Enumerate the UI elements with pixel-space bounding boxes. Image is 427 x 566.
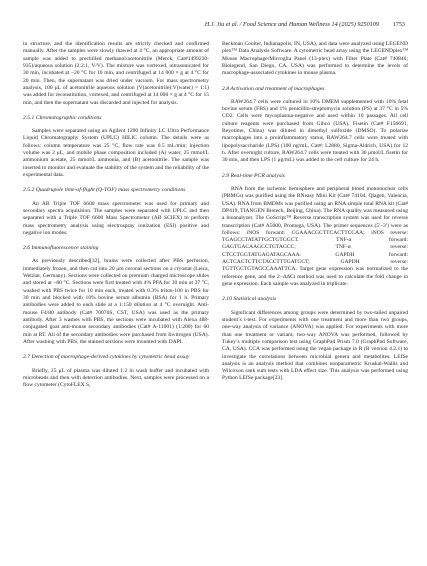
section-heading-2-9: 2.9 Real-time PCR analysis [222, 172, 285, 179]
paragraph-qtof: An AB Triple TOF 6600 mass spectrometer was used for primary and secondary spectra acquisition. The samples were separated with UPLC and then separated with a Triple TOF 6600 Mass Spectrometer (AB SCIEX) to perform mass spectrometry analysis using electrospray ionization (ESI) positive and negative ion modes. [23, 200, 209, 236]
section-heading-2-8: 2.8 Activation and treatment of macrophages [222, 85, 325, 92]
left-column [23, 41, 209, 389]
paragraph-cytometric: Briefly, 25 μL of plasma was diluted 1:2 in wash buffer and incubated with microbeads and then with detection antibodies. Next, samples were processed on a flow cytometer (CytoFLEX S, [23, 367, 209, 389]
journal-citation: H.J. Jiu et al. / Food Science and Human Wellness 14 (2025) 9250109 [204, 21, 379, 28]
paragraph-continued: in structure, and the identification results are strictly checked and confirmed manually. After the samples were slowly thawed at 4 °C, an appropriate amount of sample was added to prechilled methanol/acetonitrile (Merck, Cat#1499230-935)/aqueous solution (2:2:1, V/V). The mixture was vortexed, ultrasonicated for 30 min, incubated at −20 °C for 10 min, and centrifuged at 14 000 × g at 4 °C for 20 min. Then, the supernatant was dried under vacuum. For mass spectrometry analysis, 100 μL of acetonitrile aqueous solution (V(acetonitrile):V(water) = 1:1) was added for reconstitution, vortexed, and centrifuged at 14 000 × g at 4 °C for 15 min, and then the supernatant was discarded and injected for analysis. [23, 41, 209, 106]
section-heading-2-5-2: 2.5.2 Quadrupole time-of-flight (Q-TOF) mass spectrometry conditions [23, 187, 186, 194]
page-header [22, 21, 405, 33]
section-heading-2-5-1: 2.5.1 Chromatographic conditions [23, 114, 102, 121]
paragraph-macrophages: RAW264.7 cells were cultured in 10% DMEM supplemented with 10% fetal bovine serum (FBS) and 1% penicillin-streptomycin solution (PS) at 37 °C in 5% CO2. Cells were mycoplasma-negative and used within 10 passages. All cell culture reagents were purchased from Gibco (USA). Fisetin (Cat# F156691, Beyotime, China) was diluted in dimethyl sulfoxide (DMSO). To polarize macrophages into a proinflammatory status, RAW264.7 cells were treated with lipopolysaccharide (LPS) (100 ng/mL, Cat#: L2880, Sigma-Aldrich, USA) for 12 h. After overnight culture, RAW264.7 cells were treated with 30 μmol/L fisetin for 30 min, and then LPS (1 μg/mL) was added to the cell culture for 24 h. [222, 98, 408, 164]
paragraph-chromatographic: Samples were separated using an Agilent 1290 Infinity LC Ultra Performance Liquid Chromatography System (UPLC) HILIC column. The details were as follows: column temperature was 25 °C, flow rate was 0.5 mL/min; injection volume was 2 μL, and mobile phase composition included (A) water, 25 mmol/L ammonium acetate, 25 mmol/L ammonia, and (B) acetonitrile. The sample was inserted to monitor and evaluate the stability of the system and the reliability of the experimental data. [23, 128, 209, 178]
paragraph-continued-right: Beckman Coulter, Indianapolis, IN, USA), and data were analyzed using LEGEND plex™ Data Analysis Software. A cytometric bead array using the LEGENDplex™ Mouse Macrophage/Microglia Panel (13-plex) with Filter Plate (Cat# 740846; Biolegend, San Diego, CA, USA) was performed to determine the levels of macrophage-associated cytokines in mouse plasma. [222, 41, 408, 77]
right-column [222, 41, 408, 383]
paragraph-pcr: RNA from the ischemic hemisphere and peripheral blood mononuclear cells (PBMCs) was purified using the RNeasy Mini Kit (Cat# 74104, Qiagen, Valencia, USA). RNA from BMDMs was purified using an RNA simple total RNA kit (Cat# DP419, TIANGEN Biotech, Beijing, China). The RNA quality was measured using a bioanalyzer. The GoScript™ Reverse transcription system was used for reverse transcription (Cat# A5000, Promega, USA). The primer sequences (5′–3′) were as follows: iNOS forward: CGAAACGCTTCACTTCCAA; iNOS reverse: TGAGCCTATATTGCTGTGGCT. TNF-α forward: GAGTGACAAGCCTGTAGCC; TNF-α reverse: CTCCTGGTATGAGATAGCAAA. GAPDH forward: ACTCACTCTTCTACCTTTGATGCT; GAPDH reverse: TGTTGCTGTAGCCAAATTCA. Target gene expression was normalized to the reference gene, and the 2−ΔΔCt method was used to calculate the fold change in gene expression. Each sample was analyzed in triplicate. [222, 185, 408, 288]
section-heading-2-10: 2.10 Statistical analysis [222, 296, 277, 303]
section-heading-2-7: 2.7 Detection of macrophage-derived cytokines by cytometric bead assay [23, 354, 190, 361]
page-number: 1753 [392, 21, 405, 28]
section-heading-2-6: 2.6 Immunofluorescence staining [23, 245, 99, 252]
paragraph-statistics: Significant differences among groups were determined by two-tailed unpaired student’s t-test. For experiments with one treatment and more than two groups, one-way analysis of variance (ANOVA) was applied. For experiments with more than one treatment or variant, two-way ANOVA was performed, followed by Tukey’s multiple comparison test using GraphPad Prism 7.0 (GraphPad Software, CA, USA). CCA was performed using the vegan package in R (R version 4.2.1) to investigate the correlations between microbial genera and metabolites. LEfSe analysis is an analysis method that combines nonparametric Kruskal-Wallis and Wilcoxon rank sum tests with LDA effect size. This analysis was performed using Python LEfSe package[33]. [222, 309, 408, 382]
paragraph-immunofluorescence: As previously described[32], brains were collected after PBS perfusion, immediately frozen, and then cut into 20 μm coronal sections on a cryostat (Leica, Wetzlar, Germany). Sections were collected on premium charged microscope slides and stored at −80 °C. Sections were first treated with 4% PFA for 30 min at 37 °C, washed with PBS twice for 10 min each, treated with 0.3% triton-100 in PBS for 30 min and blocked with 10% bovine serum albumin (BSA) for 1 h. Primary antibodies were added to each slide at a 1:150 dilution at 4 °C overnight. Anti-mouse F4/80 antibody (Cat# 70076S, CST, USA) was used as the primary antibody. After 3 washes with PBS, the sections were incubated with Alexa 488-conjugated goat anti-mouse secondary antibodies (Cat# A-11001) (1:200) for 60 min at RT. All of the secondary antibodies were purchased from Invitrogen (USA). After washing with PBS, the stained sections were mounted with DAPI. [23, 258, 209, 345]
